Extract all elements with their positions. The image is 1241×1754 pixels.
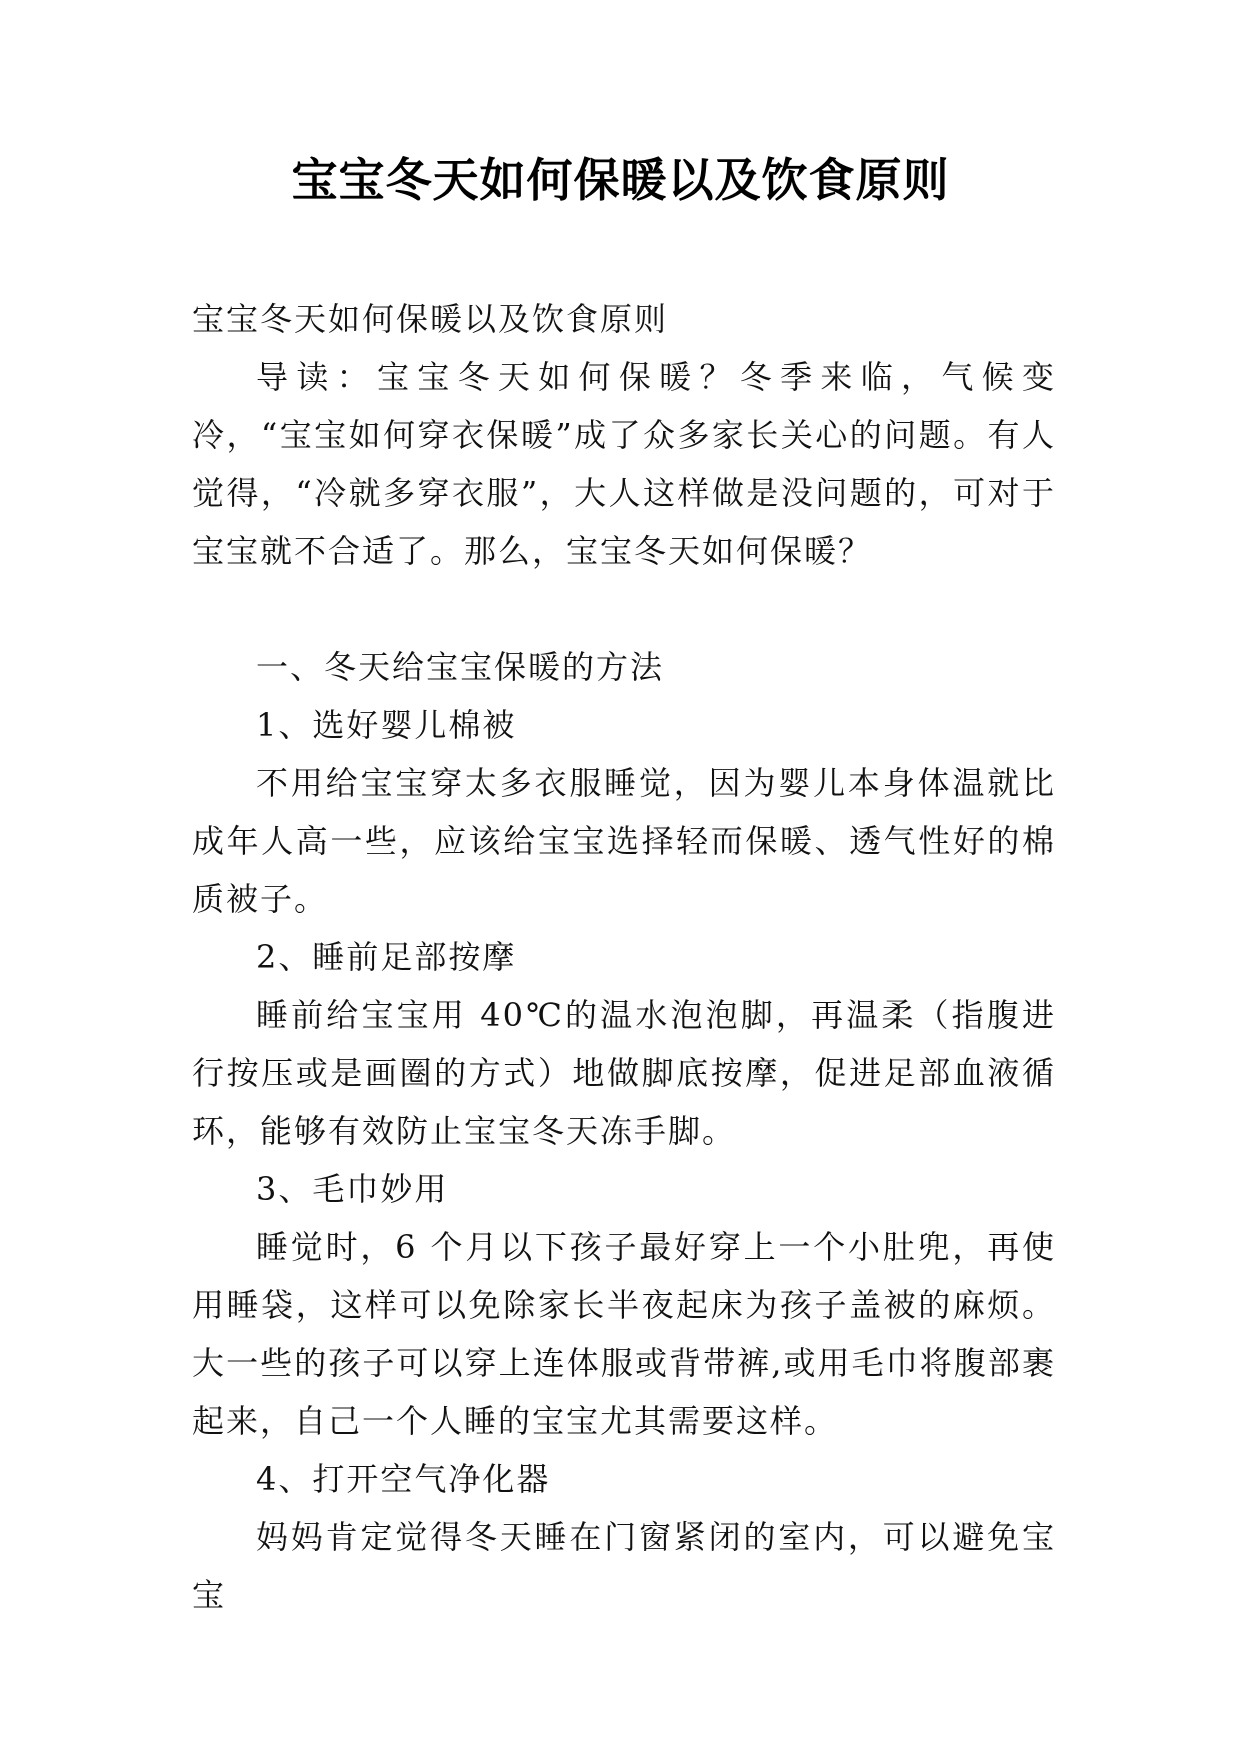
section-heading: 一、冬天给宝宝保暖的方法 xyxy=(256,648,665,686)
item-heading: 2、睡前足部按摩 xyxy=(256,938,517,976)
intro-paragraph: 导读：宝宝冬天如何保暖？冬季来临，气候变冷，“宝宝如何穿衣保暖”成了众多家长关心的问题。有人觉得，“冷就多穿衣服”，大人这样做是没问题的，可对于宝宝就不合适了。那么，宝宝冬天如何保暖？ xyxy=(192,358,1056,570)
document-title: 宝宝冬天如何保暖以及饮食原则 xyxy=(291,153,950,207)
item-heading: 1、选好婴儿棉被 xyxy=(256,706,517,744)
item-paragraph: 不用给宝宝穿太多衣服睡觉，因为婴儿本身体温就比成年人高一些，应该给宝宝选择轻而保暖、透气性好的棉质被子。 xyxy=(192,764,1056,918)
item-heading: 3、毛巾妙用 xyxy=(256,1170,449,1208)
item-paragraph: 睡前给宝宝用 40℃的温水泡泡脚，再温柔（指腹进行按压或是画圈的方式）地做脚底按摩，促进足部血液循环，能够有效防止宝宝冬天冻手脚。 xyxy=(192,996,1056,1150)
item-paragraph: 妈妈肯定觉得冬天睡在门窗紧闭的室内，可以避免宝宝 xyxy=(192,1518,1056,1614)
item-heading: 4、打开空气净化器 xyxy=(256,1460,551,1498)
item-paragraph: 睡觉时，6 个月以下孩子最好穿上一个小肚兜，再使用睡袋，这样可以免除家长半夜起床为孩子盖被的麻烦。大一些的孩子可以穿上连体服或背带裤,或用毛巾将腹部裹起来，自己一个人睡的宝宝尤其需要这样。 xyxy=(192,1228,1056,1440)
document-subtitle: 宝宝冬天如何保暖以及饮食原则 xyxy=(192,300,669,338)
paragraph-spacer xyxy=(192,580,1056,638)
document-body xyxy=(192,290,1056,1624)
